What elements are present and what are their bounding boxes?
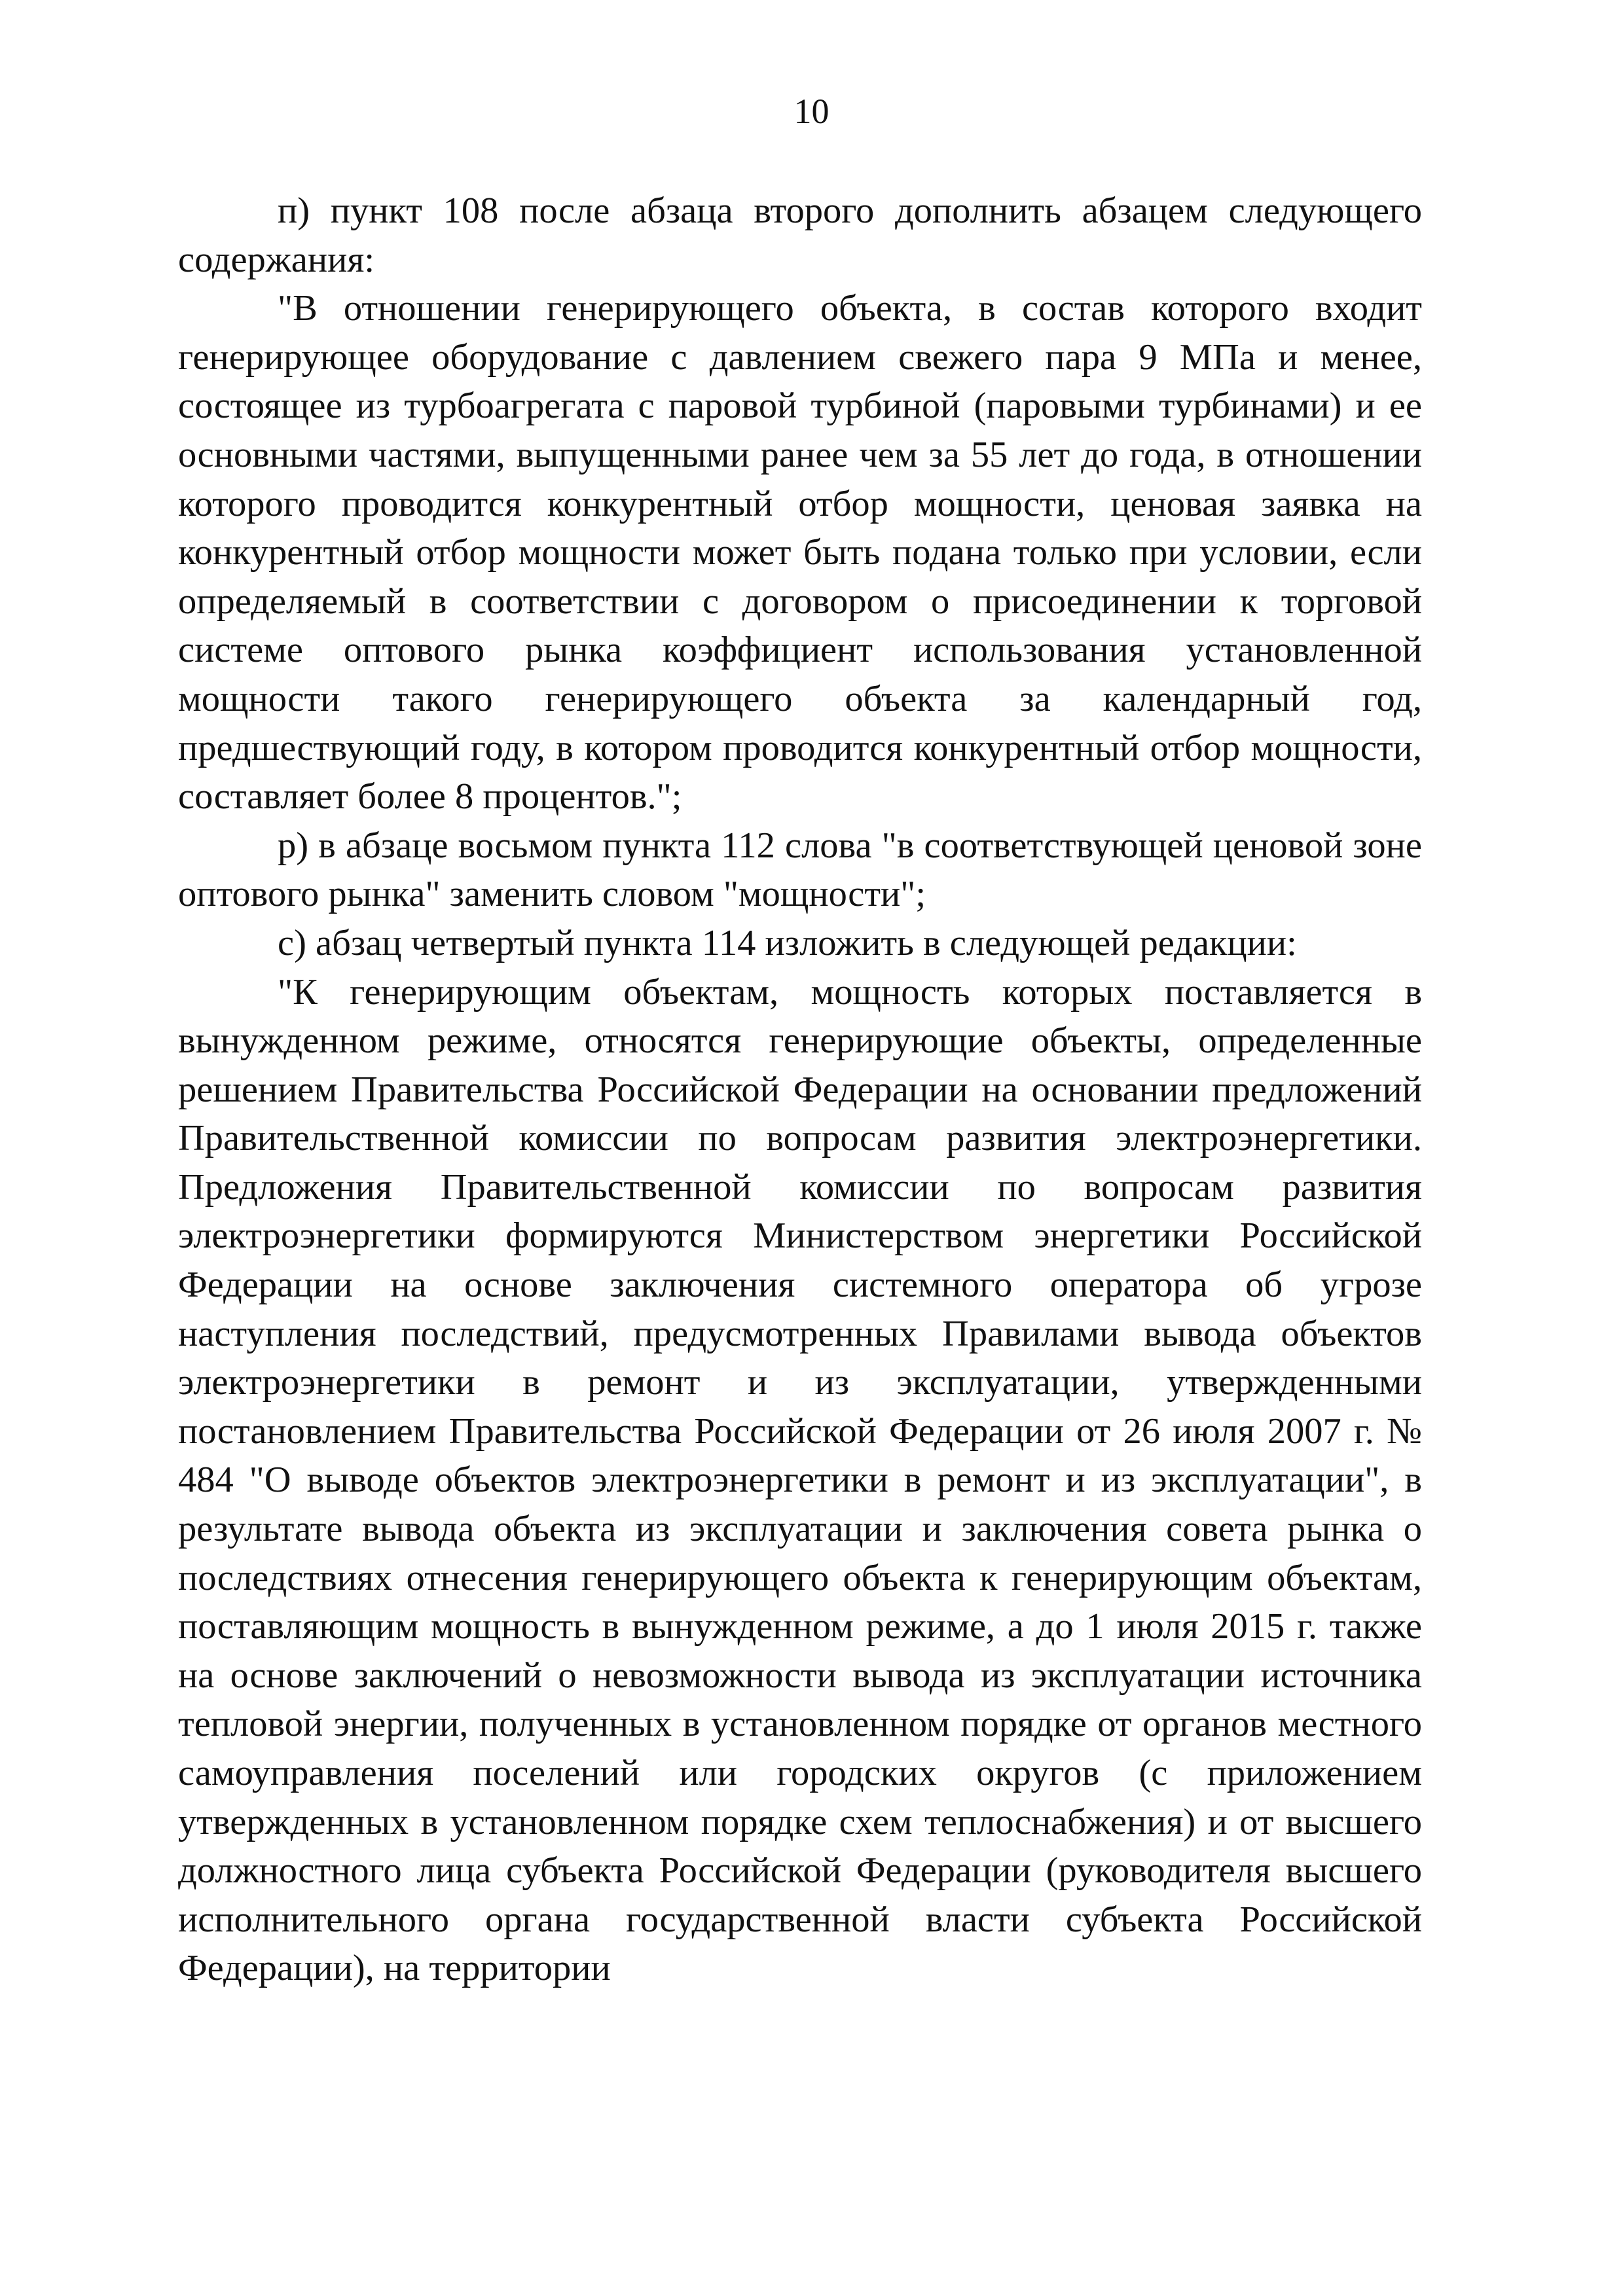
paragraph-quoted-amendment-108: "В отношении генерирующего объекта, в состав которого входит генерирующее оборудование с давлением свежего пара 9 МПа и менее, состоящее из турбоагрегата с паровой турбиной (паровыми турбинами) и ее основными частями, выпущенными ранее чем за 55 лет до года, в отношении которого проводится конкурентный отбор мощности, ценовая заявка на конкурентный отбор мощности может быть подана только при условии, если определяемый в соответствии с договором о присоединении к торговой системе оптового рынка коэффициент использования установленной мощности такого генерирующего объекта за календарный год, предшествующий году, в котором проводится конкурентный отбор мощности, составляет более 8 процентов."; [178,288,1422,817]
paragraph-item-r: р) в абзаце восьмом пункта 112 слова "в соответствующей ценовой зоне оптового рынка" заменить словом "мощности"; [178,825,1422,915]
document-body [178,187,1422,1993]
page-number: 10 [793,92,830,131]
paragraph-quoted-amendment-114: "К генерирующим объектам, мощность которых поставляется в вынужденном режиме, относятся генерирующие объекты, определенные решением Правительства Российской Федерации на основании предложений Правительственной комиссии по вопросам развития электроэнергетики. Предложения Правительственной комиссии по вопросам развития электроэнергетики формируются Министерством энергетики Российской Федерации на основе заключения системного оператора об угрозе наступления последствий, предусмотренных Правилами вывода объектов электроэнергетики в ремонт и из эксплуатации, утвержденными постановлением Правительства Российской Федерации от 26 июля 2007 г. № 484 "О выводе объектов электроэнергетики в ремонт и из эксплуатации", в результате вывода объекта из эксплуатации и заключения совета рынка о последствиях отнесения генерирующего объекта к генерирующим объектам, поставляющим мощность в вынужденном режиме, а до 1 июля 2015 г. также на основе заключений о невозможности вывода из эксплуатации источника тепловой энергии, полученных в установленном порядке от органов местного самоуправления поселений или городских округов (с приложением утвержденных в установленном порядке схем теплоснабжения) и от высшего должностного лица субъекта Российской Федерации (руководителя высшего исполнительного органа государственной власти субъекта Российской Федерации), на территории [178,971,1422,1989]
paragraph-item-p: п) пункт 108 после абзаца второго дополнить абзацем следующего содержания: [178,190,1422,280]
paragraph-item-s: с) абзац четвертый пункта 114 изложить в следующей редакции: [278,922,1297,963]
